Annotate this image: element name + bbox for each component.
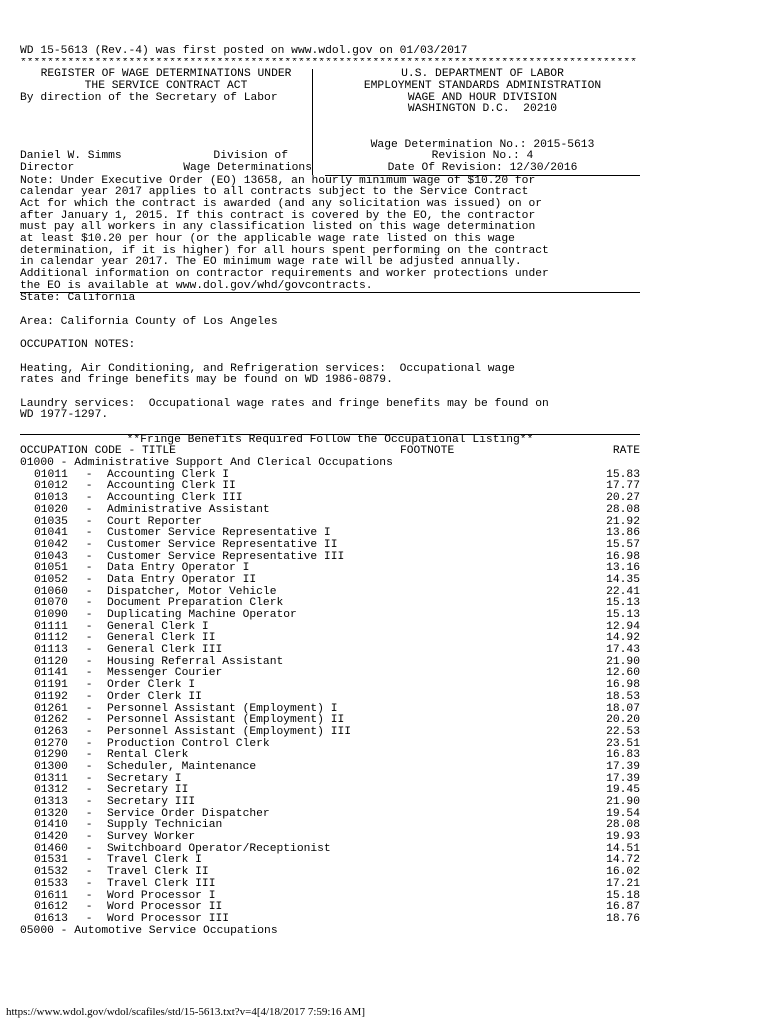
occupation-code: 01020 (34, 503, 68, 516)
occupation-separator: - (79, 842, 100, 855)
occupation-title: Data Entry Operator I (107, 562, 250, 575)
occupation-title: Survey Worker (107, 831, 196, 844)
occupation-separator: - (79, 550, 100, 563)
occupation-title: Secretary I (107, 772, 182, 785)
note-line: Act for which the contract is awarded (and any solicitation was issued) on or (20, 197, 543, 210)
occupation-code: 01035 (34, 515, 68, 528)
occupation-code: 01043 (34, 550, 68, 563)
occupation-separator: - (79, 901, 100, 914)
occupation-title: Customer Service Representative II (107, 538, 338, 551)
occupation-code: 01611 (34, 889, 68, 902)
occupation-rate: 12.94 (606, 620, 640, 633)
dol-line-1: U.S. DEPARTMENT OF LABOR (401, 68, 564, 81)
occupation-rate: 15.83 (606, 468, 640, 481)
occupation-title: Administrative Assistant (107, 503, 270, 516)
occupation-separator: - (79, 527, 100, 540)
occupation-code: 01113 (34, 644, 68, 657)
occupation-rate: 28.08 (606, 819, 640, 832)
occupation-separator: - (79, 866, 100, 879)
occupation-row (20, 575, 640, 587)
occupation-separator: - (79, 515, 100, 528)
dol-line-2: EMPLOYMENT STANDARDS ADMINISTRATION (363, 80, 602, 93)
occupation-code: 01311 (34, 772, 68, 785)
occupation-row (20, 832, 640, 844)
occupation-separator: - (79, 632, 100, 645)
occupation-separator: - (79, 819, 100, 832)
page-footer-url: https://www.wdol.gov/wdol/scafiles/std/15-5613.txt?v=4[4/18/2017 7:59:16 AM] (6, 1006, 366, 1018)
note-line: at least $10.20 per hour (or the applicable wage rate listed on this wage (20, 233, 515, 245)
occupation-rate: 13.16 (606, 562, 640, 575)
occupation-code: 01141 (34, 667, 68, 680)
note-line: the EO is available at www.dol.gov/whd/govcontracts. (20, 279, 373, 292)
occupation-row (20, 505, 640, 517)
occupation-title: Accounting Clerk I (107, 468, 230, 481)
occupation-code: 01070 (34, 597, 68, 610)
note-line: must pay all workers in any classification listed on this wage determination (20, 221, 536, 234)
occupation-code: 01270 (34, 737, 68, 750)
occupation-separator: - (79, 573, 100, 586)
occupation-title: Accounting Clerk III (107, 492, 243, 505)
occupation-title: Data Entry Operator II (107, 573, 257, 586)
occupation-rate: 19.54 (606, 807, 640, 820)
occupation-title: Court Reporter (107, 515, 202, 528)
occupation-code: 01420 (34, 831, 68, 844)
occupation-group-heading: 05000 - Automotive Service Occupations (20, 924, 278, 937)
occupation-code: 01300 (34, 760, 68, 773)
occupation-title: Personnel Assistant (Employment) III (107, 725, 352, 738)
occupation-title: Word Processor III (107, 912, 230, 925)
occupation-code: 01012 (34, 480, 68, 493)
occupation-rate: 17.39 (606, 772, 640, 785)
header-divider (312, 69, 313, 174)
occupation-separator: - (79, 877, 100, 890)
revision-date: Date Of Revision: 12/30/2016 (387, 161, 578, 174)
occupation-row (20, 762, 640, 774)
column-title: OCCUPATION CODE - TITLE (20, 445, 176, 458)
occupation-title: Travel Clerk II (107, 866, 209, 879)
occupation-code: 01612 (34, 901, 68, 914)
wage-determination-document (20, 46, 640, 937)
occupation-rate: 21.90 (606, 655, 640, 668)
occupation-code: 01052 (34, 573, 68, 586)
occupation-rate: 16.02 (606, 866, 640, 879)
register-line-1: REGISTER OF WAGE DETERMINATIONS UNDER (40, 68, 292, 81)
occupation-title: Duplicating Machine Operator (107, 609, 297, 621)
occupation-rate: 19.45 (606, 784, 640, 797)
occupation-rate: 17.39 (606, 760, 640, 773)
occupation-title: General Clerk III (107, 644, 223, 657)
occupation-rate: 13.86 (606, 527, 640, 540)
occupation-separator: - (79, 912, 100, 925)
dol-line-4: WASHINGTON D.C. 20210 (407, 103, 558, 116)
occupation-separator: - (79, 492, 100, 505)
note-line: calendar year 2017 applies to all contracts subject to the Service Contract (20, 186, 529, 199)
occupation-row (20, 645, 640, 657)
occupation-title: Production Control Clerk (107, 737, 270, 750)
occupation-group-heading: 01000 - Administrative Support And Clerical Occupations (20, 457, 393, 470)
occupation-rate: 15.57 (606, 538, 640, 551)
occupation-title: Personnel Assistant (Employment) II (107, 714, 345, 727)
occupation-row (20, 914, 640, 926)
occupation-title: Scheduler, Maintenance (107, 760, 257, 773)
occupation-separator: - (79, 749, 100, 762)
occupation-code: 01263 (34, 725, 68, 738)
occupation-separator: - (79, 655, 100, 668)
area: Area: California County of Los Angeles (20, 315, 278, 328)
occupation-rate: 14.51 (606, 842, 640, 855)
occupation-separator: - (79, 807, 100, 820)
wage-determination-number: Wage Determination No.: 2015-5613 (370, 138, 595, 151)
occupation-separator: - (79, 702, 100, 715)
occupation-code: 01312 (34, 784, 68, 797)
occupation-notes-heading: OCCUPATION NOTES: (20, 339, 136, 352)
state: State: California (20, 292, 136, 305)
occupation-separator: - (79, 796, 100, 808)
occupation-separator: - (79, 480, 100, 493)
revision-number: Revision No.: 4 (431, 150, 534, 163)
occupation-title: Travel Clerk I (107, 854, 202, 867)
occupation-rate: 16.98 (606, 679, 640, 692)
occupation-rate: 12.60 (606, 667, 640, 680)
occupation-code: 01051 (34, 562, 68, 575)
occupation-separator: - (79, 468, 100, 481)
occupation-separator: - (79, 760, 100, 773)
eo-note (20, 176, 640, 293)
occupation-separator: - (79, 620, 100, 633)
occupation-rate: 20.20 (606, 714, 640, 727)
occupation-code: 01320 (34, 807, 68, 820)
occupation-rate: 15.13 (606, 597, 640, 610)
occupation-separator: - (79, 690, 100, 703)
fringe-benefits-line: **Fringe Benefits Required Follow the Occupational Listing** (126, 433, 534, 446)
occupation-separator: - (79, 562, 100, 575)
occupation-code: 01090 (34, 609, 68, 621)
occupation-rate: 21.92 (606, 515, 640, 528)
occupation-rate: 19.93 (606, 831, 640, 844)
occupation-rate: 17.21 (606, 877, 640, 890)
signer-name: Daniel W. Simms (20, 150, 122, 163)
occupation-code: 01192 (34, 690, 68, 703)
occupation-separator: - (79, 725, 100, 738)
occupation-separator: - (79, 737, 100, 750)
dol-line-3: WAGE AND HOUR DIVISION (407, 91, 558, 104)
occupation-separator: - (79, 609, 100, 621)
occupation-code: 01191 (34, 679, 68, 692)
occupation-rate: 20.27 (606, 492, 640, 505)
division-line-2: Wage Determinations (183, 161, 312, 174)
occupation-title: Personnel Assistant (Employment) I (107, 702, 338, 715)
division-line-1: Division of (213, 150, 288, 163)
note-line: determination, if it is higher) for all hours spent performing on the contract (20, 244, 549, 257)
occupation-rate: 14.72 (606, 854, 640, 867)
signer-title: Director (20, 161, 75, 174)
occupation-row (20, 727, 640, 739)
occupation-rate: 23.51 (606, 737, 640, 750)
occupation-rate: 28.08 (606, 503, 640, 516)
occupation-code: 01410 (34, 819, 68, 832)
occupation-rate: 18.53 (606, 690, 640, 703)
occupation-separator: - (79, 772, 100, 785)
occupation-rate: 14.92 (606, 632, 640, 645)
hvac-note-line-2: rates and fringe benefits may be found on WD 1986-0879. (20, 374, 393, 387)
laundry-note-line-2: WD 1977-1297. (20, 409, 109, 422)
occupation-code: 01460 (34, 842, 68, 855)
occupation-rate: 17.43 (606, 644, 640, 657)
register-line-3: By direction of the Secretary of Labor (20, 91, 278, 104)
occupation-code: 01111 (34, 620, 68, 633)
occupation-title: General Clerk I (107, 620, 209, 633)
occupation-title: Customer Service Representative I (107, 527, 331, 540)
occupation-rate: 16.83 (606, 749, 640, 762)
occupation-separator: - (79, 597, 100, 610)
occupation-separator: - (79, 503, 100, 516)
occupation-title: Secretary II (107, 784, 189, 797)
occupation-code: 01531 (34, 854, 68, 867)
occupation-separator: - (79, 585, 100, 598)
occupation-code: 01112 (34, 632, 68, 645)
laundry-note-line-1: Laundry services: Occupational wage rates and fringe benefits may be found on (20, 397, 549, 410)
header-left (20, 69, 312, 174)
occupation-title: Travel Clerk III (107, 877, 216, 890)
occupation-title: Dispatcher, Motor Vehicle (107, 585, 277, 598)
occupation-title: Word Processor I (107, 889, 216, 902)
occupation-separator: - (79, 679, 100, 692)
occupation-separator: - (79, 784, 100, 797)
occupation-title: Messenger Courier (107, 667, 223, 680)
hvac-note-line-1: Heating, Air Conditioning, and Refrigeration services: Occupational wage (20, 362, 515, 375)
occupation-code: 01262 (34, 714, 68, 727)
document-header (20, 69, 640, 174)
occupation-row (20, 692, 640, 704)
occupation-separator: - (79, 644, 100, 657)
occupation-code: 01313 (34, 796, 68, 808)
occupation-title: General Clerk II (107, 632, 216, 645)
occupation-title: Order Clerk II (107, 690, 202, 703)
occupation-title: Secretary III (107, 796, 196, 808)
occupation-code: 01120 (34, 655, 68, 668)
occupation-title: Order Clerk I (107, 679, 196, 692)
occupation-separator: - (79, 538, 100, 551)
occupation-separator: - (79, 889, 100, 902)
note-line: Note: Under Executive Order (EO) 13658, an hourly minimum wage of $10.20 for (20, 174, 536, 187)
occupation-code: 01533 (34, 877, 68, 890)
occupation-rate: 16.87 (606, 901, 640, 914)
note-line: in calendar year 2017. The EO minimum wage rate will be adjusted annually. (20, 256, 522, 269)
occupation-title: Rental Clerk (107, 749, 189, 762)
occupation-code: 01290 (34, 749, 68, 762)
note-line: Additional information on contractor requirements and worker protections under (20, 268, 549, 281)
occupation-title: Document Preparation Clerk (107, 597, 284, 610)
occupation-code: 01011 (34, 468, 68, 481)
occupation-rate: 18.76 (606, 912, 640, 925)
column-rate: RATE (612, 445, 640, 458)
occupation-code: 01613 (34, 912, 68, 925)
occupation-row (20, 879, 640, 891)
occupation-rate: 21.90 (606, 796, 640, 808)
column-footnote: FOOTNOTE (400, 445, 455, 458)
occupation-separator: - (79, 831, 100, 844)
signer-row-2 (20, 163, 312, 175)
occupation-code: 01532 (34, 866, 68, 879)
occupation-code: 01042 (34, 538, 68, 551)
occupation-rate: 22.53 (606, 725, 640, 738)
occupation-title: Service Order Dispatcher (107, 807, 270, 820)
occupation-rate: 17.77 (606, 480, 640, 493)
occupation-rate: 15.13 (606, 609, 640, 621)
occupation-separator: - (79, 667, 100, 680)
occupation-rate: 15.18 (606, 889, 640, 902)
occupation-title: Switchboard Operator/Receptionist (107, 842, 331, 855)
occupation-title: Supply Technician (107, 819, 223, 832)
occupation-row (20, 797, 640, 809)
occupation-rate: 14.35 (606, 573, 640, 586)
occupation-code: 01060 (34, 585, 68, 598)
register-line-2: THE SERVICE CONTRACT ACT (84, 80, 248, 93)
note-line: after January 1, 2015. If this contract is covered by the EO, the contractor (20, 209, 536, 222)
occupation-code: 01261 (34, 702, 68, 715)
header-right (325, 69, 640, 174)
occupation-separator: - (79, 714, 100, 727)
occupation-title: Customer Service Representative III (107, 550, 345, 563)
occupation-rate: 16.98 (606, 550, 640, 563)
occupation-title: Housing Referral Assistant (107, 655, 284, 668)
occupation-title: Word Processor II (107, 901, 223, 914)
occupation-list (20, 470, 640, 926)
occupation-rate: 22.41 (606, 585, 640, 598)
occupation-title: Accounting Clerk II (107, 480, 236, 493)
occupation-rate: 18.07 (606, 702, 640, 715)
occupation-separator: - (79, 854, 100, 867)
occupation-row (20, 540, 640, 552)
occupation-code: 01013 (34, 492, 68, 505)
posted-line: WD 15-5613 (Rev.-4) was first posted on www.wdol.gov on 01/03/2017 (20, 45, 468, 57)
occupation-code: 01041 (34, 527, 68, 540)
occupation-row (20, 610, 640, 622)
stars-separator: ******************************************************************************************* (20, 57, 637, 69)
